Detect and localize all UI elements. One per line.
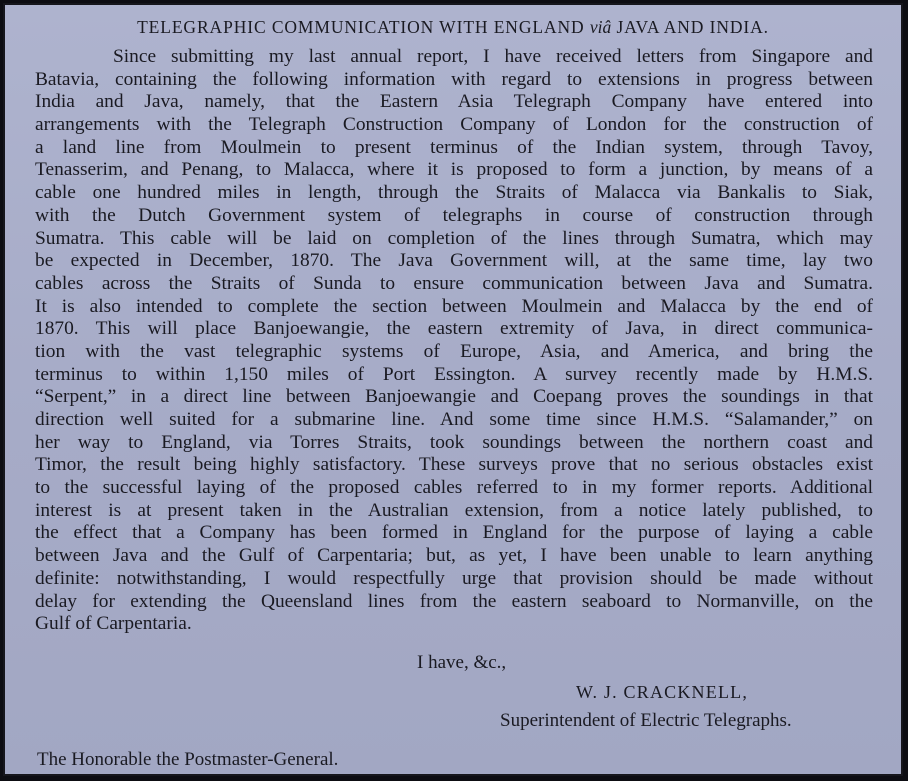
- body-line: India and Java, namely, that the Eastern Asia Telegraph Company have entered into: [35, 91, 873, 113]
- body-line: Timor, the result being highly satisfactory. These surveys prove that no serious obstacles exist: [35, 454, 873, 476]
- heading-prefix: TELEGRAPHIC COMMUNICATION WITH ENGLAND: [137, 17, 585, 37]
- signoff: I have, &c.,: [417, 652, 507, 673]
- body-line: tion with the vast telegraphic systems of Europe, Asia, and America, and bring the: [35, 340, 873, 362]
- body-line: “Serpent,” in a direct line between Banjoewangie and Coepang proves the soundings in that: [35, 386, 873, 408]
- body-line: 1870. This will place Banjoewangie, the eastern extremity of Java, in direct communica-: [35, 318, 873, 340]
- body-line: cable one hundred miles in length, through the Straits of Malacca via Bankalis to Siak,: [35, 182, 873, 204]
- body-line: arrangements with the Telegraph Construction Company of London for the construction of: [35, 114, 873, 136]
- body-line: direction well suited for a submarine line. And some time since H.M.S. “Salamander,” on: [35, 409, 873, 430]
- body-line: Since submitting my last annual report, I have received letters from Singapore and: [113, 46, 873, 67]
- body-line: interest is at present taken in the Australian extension, from a notice lately published, to: [35, 499, 873, 521]
- body-line: to the successful laying of the proposed cables referred to in my former reports. Additional: [35, 477, 873, 499]
- body-line: definite: notwithstanding, I would respectfully urge that provision should be made without: [35, 567, 873, 589]
- body-line: a land line from Moulmein to present terminus of the Indian system, through Tavoy,: [35, 136, 873, 158]
- document-heading: [5, 16, 901, 38]
- body-line: delay for extending the Queensland lines from the eastern seaboard to Normanville, on the: [35, 590, 873, 612]
- body-line: with the Dutch Government system of telegraphs in course of construction through: [35, 204, 873, 226]
- body-line: terminus to within 1,150 miles of Port Essington. A survey recently made by H.M.S.: [35, 363, 873, 385]
- body-line: Gulf of Carpentaria.: [35, 613, 192, 635]
- body-line: Batavia, containing the following information with regard to extensions in progress between: [35, 68, 873, 90]
- body-line: It is also intended to complete the section between Moulmein and Malacca by the end of: [35, 295, 873, 317]
- addressee: The Honorable the Postmaster-General.: [37, 749, 339, 770]
- body-line: Tenasserim, and Penang, to Malacca, where it is proposed to form a junction, by means of a: [35, 159, 873, 181]
- heading-via: viâ: [589, 17, 612, 37]
- body-line: her way to England, via Torres Straits, took soundings between the northern coast and: [35, 431, 873, 453]
- body-line: be expected in December, 1870. The Java Government will, at the same time, lay two: [35, 250, 873, 272]
- signer-title: Superintendent of Electric Telegraphs.: [500, 710, 792, 731]
- heading-suffix: JAVA AND INDIA.: [616, 17, 769, 37]
- report-body: [35, 46, 873, 636]
- body-line: Sumatra. This cable will be laid on completion of the lines through Sumatra, which may: [35, 227, 873, 249]
- body-line: the effect that a Company has been formed in England for the purpose of laying a cable: [35, 522, 873, 544]
- body-line: between Java and the Gulf of Carpentaria; but, as yet, I have been unable to learn anything: [35, 545, 873, 567]
- signer-name: W. J. CRACKNELL,: [576, 682, 749, 702]
- document-page: [3, 3, 903, 776]
- body-line: cables across the Straits of Sunda to ensure communication between Java and Sumatra.: [35, 272, 873, 294]
